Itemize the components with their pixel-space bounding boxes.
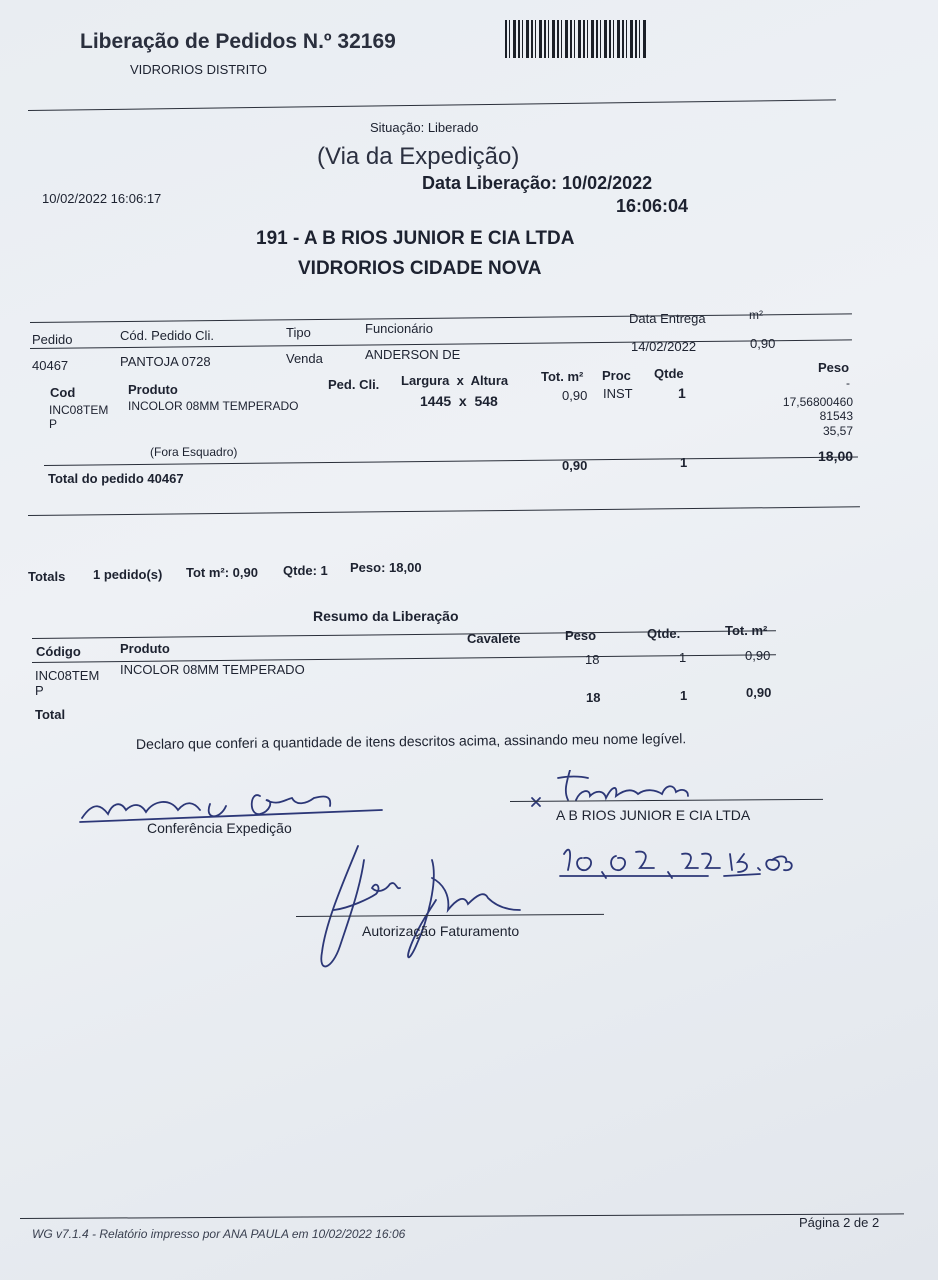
footer-page: Página 2 de 2 [799, 1215, 880, 1230]
item-col-peso: Peso [818, 360, 850, 375]
summary-col-qtde: Qtde. [647, 626, 681, 641]
summary-qtde: 1 [679, 650, 687, 665]
order-data-entrega: 14/02/2022 [631, 339, 697, 354]
release-time: 16:06:04 [616, 196, 689, 216]
client-sign-label: A B RIOS JUNIOR E CIA LTDA [556, 807, 751, 823]
order-funcionario: ANDERSON DE [365, 347, 461, 362]
item-col-proc: Proc [602, 368, 631, 383]
summary-col-cavalete: Cavalete [467, 631, 521, 646]
summary-col-codigo: Código [36, 644, 81, 659]
item-col-cod: Cod [50, 385, 76, 400]
autorizacao-label: Autorização Faturamento [362, 923, 520, 939]
col-funcionario: Funcionário [365, 321, 433, 336]
conferencia-label: Conferência Expedição [147, 820, 292, 836]
status-text: Situação: Liberado [370, 120, 479, 135]
item-col-ped-cli: Ped. Cli. [328, 377, 380, 392]
company-name: VIDRORIOS DISTRITO [130, 62, 267, 77]
summary-title: Resumo da Liberação [313, 608, 459, 624]
item-dims: 1445 x 548 [420, 393, 498, 409]
order-top-rule [30, 313, 852, 323]
item-produto: INCOLOR 08MM TEMPERADO [128, 399, 299, 413]
order-total-label: Total do pedido 40467 [48, 471, 184, 486]
summary-total-tot-m2: 0,90 [746, 685, 772, 700]
report-title: Liberação de Pedidos N.º 32169 [80, 30, 396, 53]
footer-printed-by: WG v7.1.4 - Relatório impresso por ANA PAULA em 10/02/2022 16:06 [32, 1227, 406, 1241]
order-total-qtde: 1 [680, 455, 688, 470]
client-name: 191 - A B RIOS JUNIOR E CIA LTDA [256, 228, 575, 249]
totals-label: Totals [28, 569, 66, 584]
header-divider [28, 99, 836, 111]
item-peso-2: 81543 [819, 409, 853, 423]
order-total-peso: 18,00 [818, 448, 854, 464]
totals-m2: Tot m²: 0,90 [186, 565, 258, 580]
summary-total-qtde: 1 [680, 688, 688, 703]
item-note: (Fora Esquadro) [150, 445, 238, 459]
order-cod-cli: PANTOJA 0728 [120, 354, 211, 369]
item-col-produto: Produto [128, 382, 178, 397]
item-col-qtde: Qtde [654, 366, 684, 381]
item-col-dims: Largura x Altura [401, 373, 509, 388]
col-m2: m² [749, 308, 763, 322]
release-date: Data Liberação: 10/02/2022 [422, 173, 653, 193]
print-datetime: 10/02/2022 16:06:17 [42, 191, 162, 206]
barcode [505, 20, 647, 58]
summary-produto: INCOLOR 08MM TEMPERADO [120, 662, 305, 677]
item-peso-dash: - [846, 376, 850, 390]
item-qtde: 1 [678, 385, 686, 401]
summary-codigo-2: P [35, 683, 44, 698]
order-tipo: Venda [286, 351, 323, 366]
signatures-drawing [60, 770, 840, 1000]
order-bottom-rule [28, 506, 860, 516]
item-cod-1: INC08TEM [49, 403, 109, 417]
summary-col-peso: Peso [565, 628, 597, 643]
item-cod-2: P [49, 417, 58, 431]
col-data-entrega: Data Entrega [629, 311, 706, 326]
totals-qtde: Qtde: 1 [283, 563, 328, 578]
summary-peso: 18 [585, 652, 600, 667]
summary-total-label: Total [35, 707, 66, 722]
item-proc: INST [603, 386, 633, 401]
order-total-m2: 0,90 [562, 458, 588, 473]
item-col-tot-m2: Tot. m² [541, 369, 584, 384]
order-pedido: 40467 [32, 358, 69, 373]
summary-total-peso: 18 [586, 690, 601, 705]
totals-pedidos: 1 pedido(s) [93, 567, 163, 582]
client-store: VIDRORIOS CIDADE NOVA [298, 258, 542, 279]
summary-codigo-1: INC08TEM [35, 668, 100, 683]
footer-rule [20, 1213, 904, 1219]
copy-label: (Via da Expedição) [317, 143, 520, 170]
totals-peso: Peso: 18,00 [350, 560, 422, 575]
col-tipo: Tipo [286, 325, 311, 340]
col-cod-cli: Cód. Pedido Cli. [120, 328, 214, 343]
declaration-text: Declaro que conferi a quantidade de itens descritos acima, assinando meu nome legível. [135, 730, 687, 752]
item-peso-1: 17,56800460 [782, 395, 853, 409]
summary-tot-m2: 0,90 [745, 648, 771, 663]
summary-col-tot-m2: Tot. m² [725, 623, 768, 638]
item-tot-m2: 0,90 [562, 388, 588, 403]
order-m2: 0,90 [750, 336, 776, 351]
item-peso-3: 35,57 [822, 424, 853, 438]
summary-col-produto: Produto [120, 641, 170, 656]
col-pedido: Pedido [32, 332, 73, 347]
